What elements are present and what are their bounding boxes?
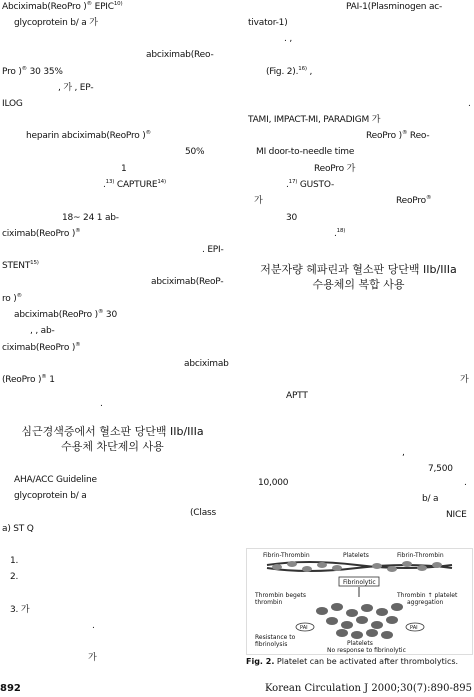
text-line-main: ciximab(ReoPro ): [2, 229, 76, 239]
left-heading-line-2: 수용체 차단제의 사용: [61, 440, 164, 453]
left-section-heading: [0, 424, 225, 454]
label-aggregation: aggregation: [407, 599, 444, 606]
text-line-main: abciximab(ReoPro ): [14, 310, 98, 320]
text-line: [10, 605, 29, 616]
text-line-main: .: [103, 180, 106, 190]
text-line: [146, 50, 214, 61]
page-number: 892: [0, 683, 21, 694]
text-line-main: . ,: [284, 34, 292, 44]
text-line-main: abciximab(Reo-: [146, 50, 214, 60]
text-line: [14, 475, 97, 486]
label-resistance: Resistance to: [255, 634, 296, 641]
text-line-main: 1.: [10, 556, 19, 566]
text-line: [88, 653, 97, 664]
superscript: 17): [288, 179, 298, 185]
superscript: ®: [41, 374, 47, 380]
right-heading-line-1: 저분자량 헤파린과 혈소판 당단백 IIb/IIIa: [260, 263, 457, 276]
text-line: [100, 399, 103, 410]
text-line-main: Abciximab(ReoPro ): [2, 2, 87, 12]
text-line-main: ReoPro 가: [314, 164, 356, 174]
text-line-main: . EPI-: [202, 245, 224, 255]
superscript: 18): [336, 228, 346, 234]
text-line-main: ,: [402, 448, 405, 458]
text-line: [14, 491, 87, 502]
text-line: [26, 131, 151, 142]
text-line-main: 7,500: [428, 464, 453, 474]
text-line: [314, 164, 355, 175]
text-line: [2, 261, 39, 272]
text-line: [254, 196, 263, 207]
superscript: 15): [30, 260, 39, 266]
text-line: [258, 478, 288, 489]
text-line: [286, 391, 308, 402]
superscript: ®: [75, 342, 81, 348]
text-line-tail: 30 35%: [26, 67, 63, 77]
text-line-main: STENT: [2, 261, 31, 271]
right-heading-line-2: 수용체의 복합 사용: [312, 278, 405, 291]
text-line-main: APTT: [286, 391, 308, 401]
superscript: ®: [401, 130, 408, 136]
text-line: [2, 294, 22, 305]
label-platelets-top: Platelets: [343, 552, 369, 559]
text-line-main: .: [92, 621, 95, 631]
text-line-main: , , ab-: [30, 326, 55, 336]
text-line-tail: CAPTURE: [114, 180, 158, 190]
text-line-main: 18~ 24 1 ab-: [62, 213, 119, 223]
text-line: [396, 196, 431, 207]
text-line: [2, 229, 80, 240]
text-line: [14, 310, 117, 321]
text-line-main: (ReoPro ): [2, 375, 42, 385]
text-line-main: tivator-1): [248, 18, 288, 28]
text-line: [2, 2, 122, 13]
text-line: [256, 147, 354, 158]
text-line: [151, 277, 223, 288]
text-line-main: AHA/ACC Guideline: [14, 475, 97, 485]
label-fibrin-thrombin-right: Fibrin-Thrombin: [397, 552, 444, 559]
text-line: [402, 448, 405, 459]
label-fibrinolytic: Fibrinolytic: [343, 579, 376, 586]
text-line-main: ReoPro: [396, 196, 426, 206]
text-line-main: 1: [121, 164, 127, 174]
text-line: [185, 147, 204, 158]
superscript: 13): [105, 179, 115, 185]
text-line: [92, 621, 95, 632]
journal-citation: Korean Circulation J 2000;30(7):890-895: [264, 683, 472, 694]
superscript: ®: [16, 293, 22, 299]
text-line-main: ReoPro ): [366, 131, 402, 141]
text-line: [422, 494, 438, 505]
text-line-main: NICE: [446, 510, 467, 520]
label-thrombin: thrombin: [255, 599, 283, 606]
text-line-main: .: [468, 99, 471, 109]
text-line-main: PAI-1(Plasminogen ac-: [346, 2, 443, 12]
label-thrombin-platelet: Thrombin ↑ platelet: [397, 592, 458, 599]
text-line: [14, 18, 98, 29]
text-line-tail: 1: [46, 375, 55, 385]
figure-caption-label: Fig. 2.: [246, 657, 275, 666]
text-line: [346, 2, 442, 13]
text-line-main: b/ a: [422, 494, 439, 504]
text-line: [2, 99, 23, 110]
superscript: ®: [425, 195, 432, 201]
text-line: [202, 245, 224, 256]
left-heading-line-1: 심근경색증에서 혈소판 당단백 IIb/IIIa: [21, 425, 204, 438]
text-line-main: heparin abciximab(ReoPro ): [26, 131, 146, 141]
text-line: [248, 115, 380, 126]
text-line-tail: EPIC: [91, 2, 114, 12]
label-thrombin-begets: Thrombin begets: [255, 592, 306, 599]
text-line: [2, 375, 55, 386]
platelet-cluster-bottom: [316, 603, 403, 639]
label-no-response: No response to fibrinolytic: [327, 647, 406, 654]
superscript: ®: [97, 309, 104, 315]
text-line: [2, 67, 63, 78]
superscript: ®: [75, 228, 81, 234]
text-line-main: 50%: [185, 147, 205, 157]
text-line-main: 30: [286, 213, 298, 223]
text-line-main: , 가 , EP-: [58, 83, 94, 93]
superscript: ®: [21, 66, 27, 72]
label-fibrin-thrombin-left: Fibrin-Thrombin: [263, 552, 310, 559]
text-line-main: TAMI, IMPACT-MI, PARADIGM 가: [248, 115, 381, 125]
text-line-tail: 30: [103, 310, 117, 320]
text-line: [286, 213, 297, 224]
text-line: [103, 180, 166, 191]
text-line-main: abciximab: [184, 359, 229, 369]
text-line-main: (Fig. 2).: [266, 67, 299, 77]
figure-caption: [246, 657, 458, 666]
text-line-main: .: [100, 399, 103, 409]
text-line: [190, 508, 216, 519]
text-line: [62, 213, 119, 224]
superscript: 16): [298, 66, 307, 72]
figure-caption-text: Platelet can be activated after thrombolytics.: [274, 657, 459, 666]
text-line: [10, 556, 18, 567]
text-line-main: .: [464, 478, 467, 488]
text-line: [10, 572, 18, 583]
text-line: [184, 359, 229, 370]
text-line-main: .: [334, 229, 337, 239]
text-line-tail: GUSTO-: [297, 180, 335, 190]
text-line-tail: ,: [306, 67, 313, 77]
text-line: [284, 34, 292, 45]
text-line: [248, 18, 288, 29]
text-line: [460, 375, 469, 386]
text-line-tail: 가: [86, 18, 98, 28]
text-line-main: 가: [254, 196, 263, 206]
text-line-main: ILOG: [2, 99, 23, 109]
superscript: ®: [86, 1, 92, 7]
label-fibrinolysis: fibrinolysis: [255, 641, 288, 648]
text-line: [428, 464, 453, 475]
label-pai-left: PAI: [300, 625, 308, 631]
text-line: [464, 478, 467, 489]
superscript: ®: [145, 130, 151, 136]
text-line: [2, 343, 80, 354]
text-line-main: 3. 가: [10, 605, 30, 615]
text-line: [468, 99, 471, 110]
text-line: [2, 524, 34, 535]
text-line-main: abciximab(ReoP-: [151, 277, 224, 287]
figure-2: [246, 548, 473, 655]
text-line: [446, 510, 467, 521]
text-line-main: (Class: [190, 508, 216, 518]
text-line-main: 가: [460, 375, 469, 385]
superscript: 14): [157, 179, 166, 185]
text-line-main: Pro ): [2, 67, 22, 77]
text-line-main: 2.: [10, 572, 19, 582]
text-line: [58, 83, 93, 94]
text-line: [30, 326, 55, 337]
text-line-main: glycoprotein b/ a: [14, 18, 87, 28]
label-pai-right: PAI: [410, 625, 418, 631]
text-line-main: ro ): [2, 294, 17, 304]
text-line-tail: Reo-: [407, 131, 430, 141]
figure-2-diagram: [247, 549, 472, 654]
label-platelets-bottom: Platelets: [347, 640, 373, 647]
text-line-main: .: [286, 180, 289, 190]
text-line-main: a) ST Q: [2, 524, 34, 534]
text-line-main: 10,000: [258, 478, 289, 488]
text-line-main: 가: [88, 653, 97, 663]
superscript: 10): [113, 1, 123, 7]
text-line: [286, 180, 334, 191]
text-line: [366, 131, 429, 142]
text-line-main: ciximab(ReoPro ): [2, 343, 76, 353]
right-section-heading: [246, 262, 471, 292]
text-line: [121, 164, 127, 175]
text-line-main: MI door-to-needle time: [256, 147, 355, 157]
text-line: [334, 229, 345, 240]
text-line-main: glycoprotein b/ a: [14, 491, 87, 501]
text-line: [266, 67, 312, 78]
